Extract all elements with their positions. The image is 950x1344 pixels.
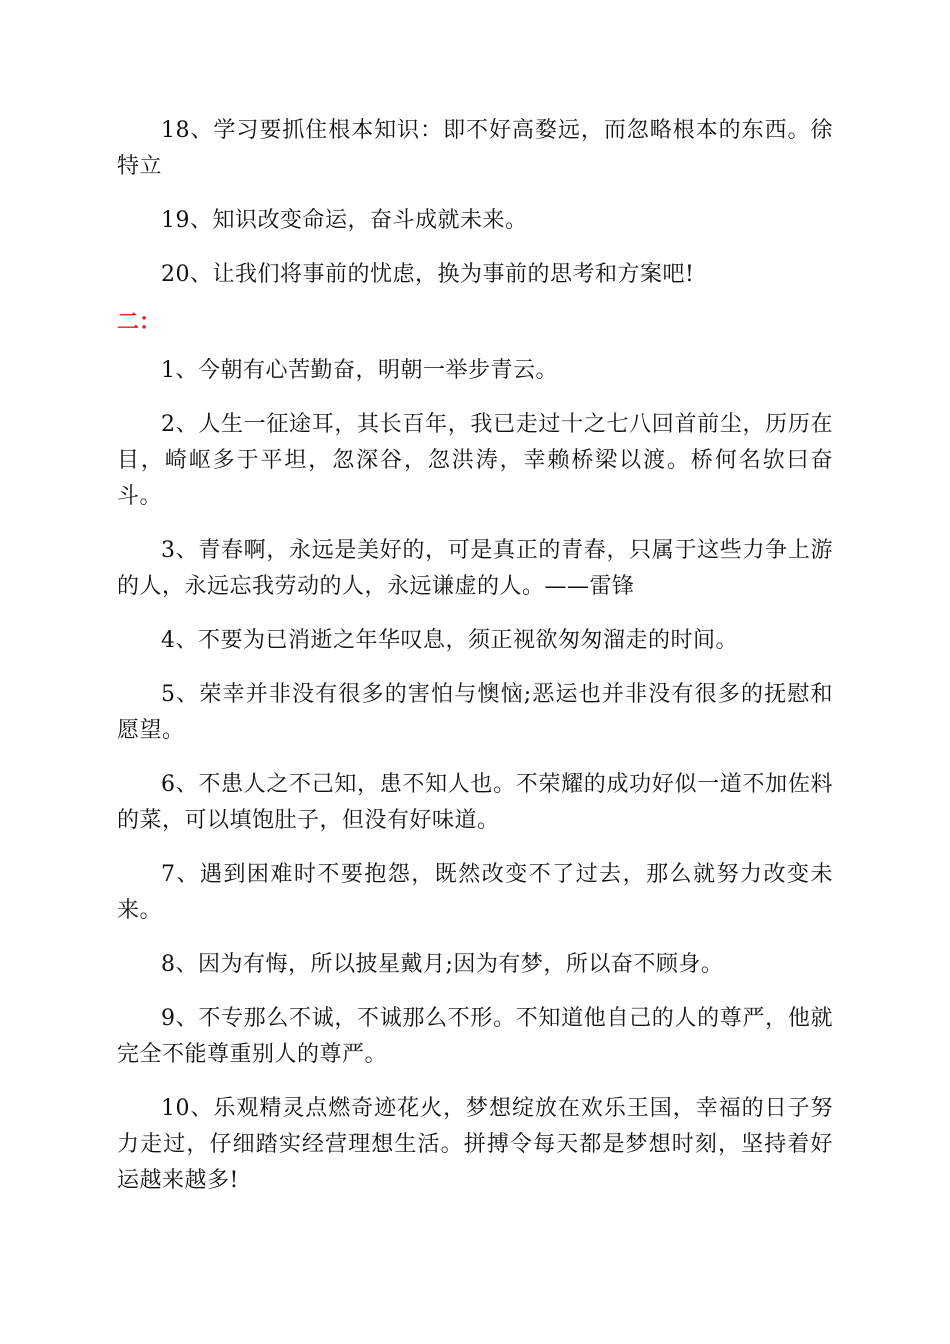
section-quote-1: 1、今朝有心苦勤奋，明朝一举步青云。 — [161, 358, 558, 383]
section-quote-3: 3、青春啊，永远是美好的，可是真正的青春，只属于这些力争上游的人，永远忘我劳动的人，永远谦虚的人。——雷锋 — [117, 538, 833, 599]
quote-20: 20、让我们将事前的忧虑，换为事前的思考和方案吧! — [161, 262, 695, 287]
section-quote-4: 4、不要为已消逝之年华叹息，须正视欲匆匆溜走的时间。 — [161, 628, 738, 653]
section-quote-10: 10、乐观精灵点燃奇迹花火，梦想绽放在欢乐王国，幸福的日子努力走过，仔细踏实经营理想生活。拼搏令每天都是梦想时刻，坚持着好运越来越多! — [117, 1096, 833, 1193]
section-heading: 二： — [117, 309, 162, 335]
section-quote-2: 2、人生一征途耳，其长百年，我已走过十之七八回首前尘，历历在目，崎岖多于平坦，忽深谷，忽洪涛，幸赖桥梁以渡。桥何名欤曰奋斗。 — [117, 412, 833, 509]
section-quote-6: 6、不患人之不己知，患不知人也。不荣耀的成功好似一道不加佐料的菜，可以填饱肚子，但没有好味道。 — [117, 772, 833, 833]
section-quote-7: 7、遇到困难时不要抱怨，既然改变不了过去，那么就努力改变未来。 — [117, 862, 833, 923]
quote-18: 18、学习要抓住根本知识：即不好高婺远，而忽略根本的东西。徐特立 — [117, 118, 833, 179]
quote-19: 19、知识改变命运，奋斗成就未来。 — [161, 208, 528, 233]
section-quote-8: 8、因为有悔，所以披星戴月;因为有梦，所以奋不顾身。 — [161, 952, 724, 977]
document-page — [117, 113, 833, 1217]
section-quote-9: 9、不专那么不诚，不诚那么不形。不知道他自己的人的尊严，他就完全不能尊重别人的尊严。 — [117, 1006, 833, 1067]
section-quote-5: 5、荣幸并非没有很多的害怕与懊恼;恶运也并非没有很多的抚慰和愿望。 — [117, 682, 833, 743]
